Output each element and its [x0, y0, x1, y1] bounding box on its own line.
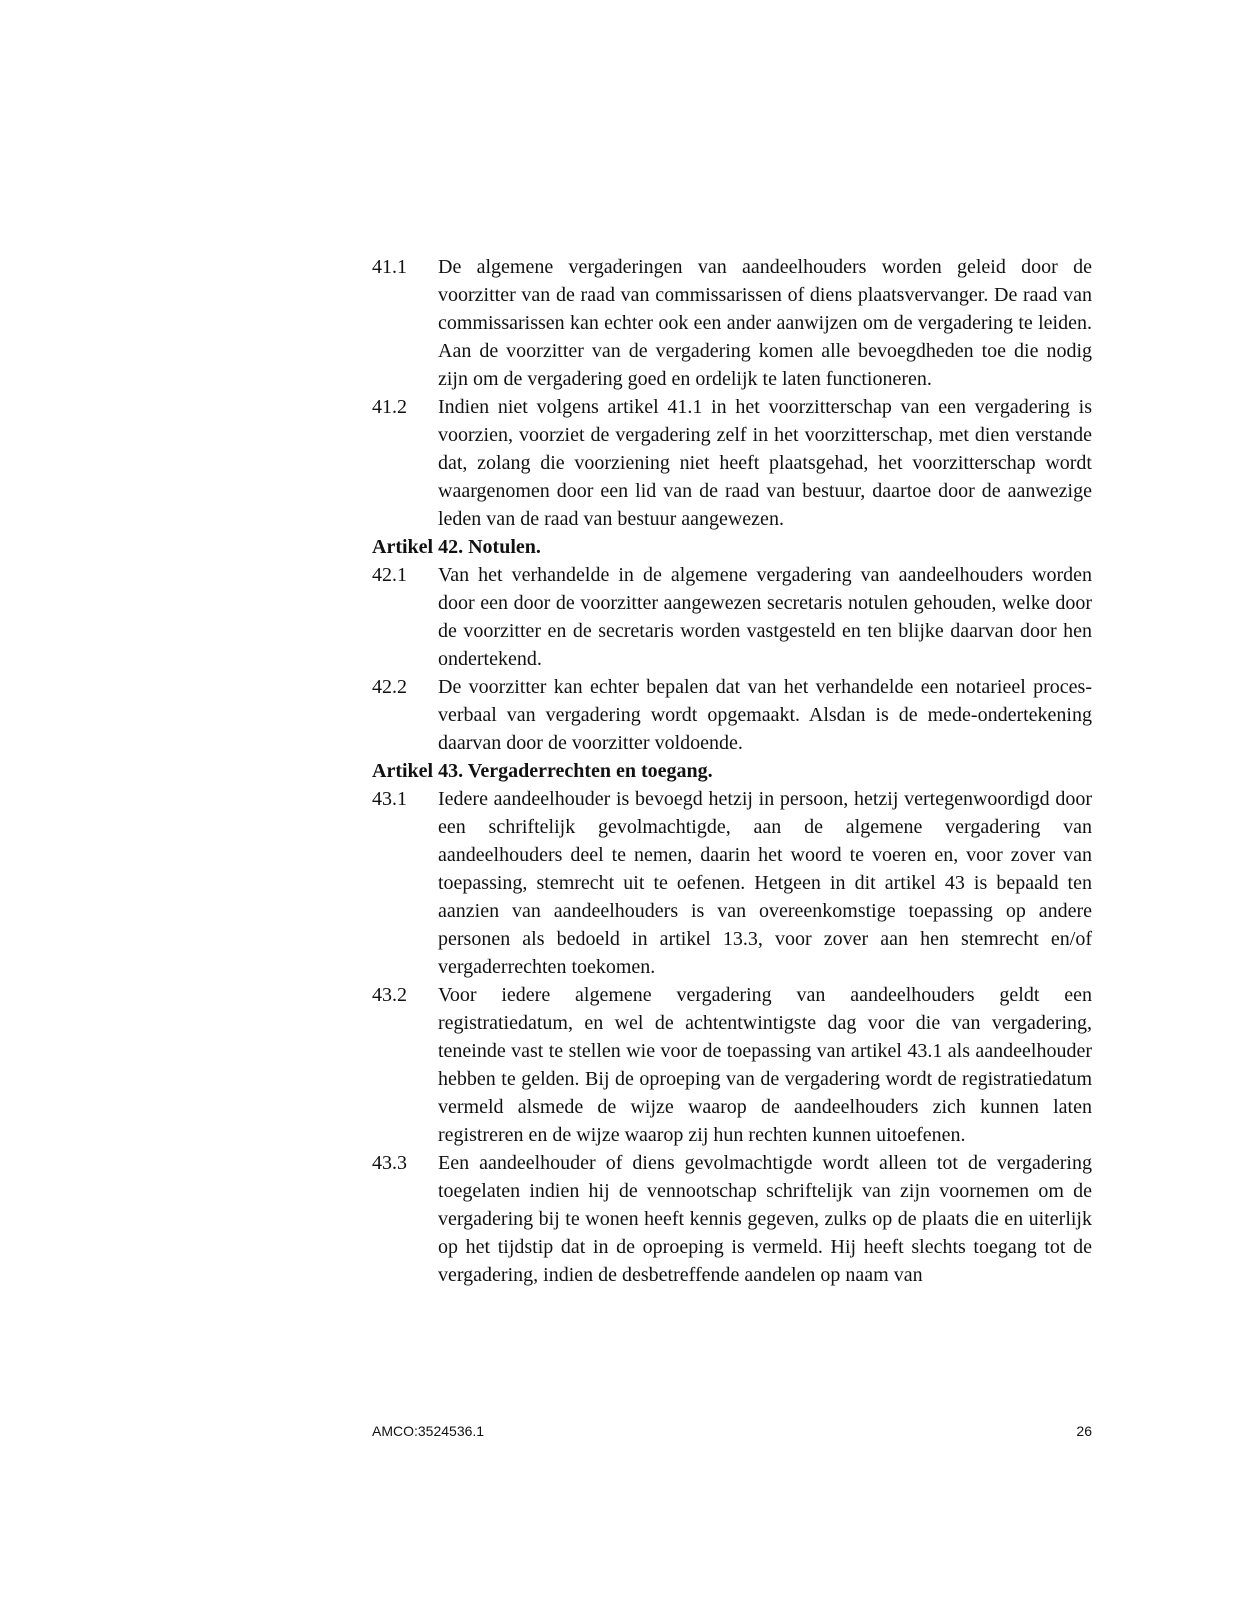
- clause-text: De voorzitter kan echter bepalen dat van het verhandelde een notarieel proces-verbaal van vergadering wordt opgemaakt. Alsdan is de mede-ondertekening daarvan door de voorzitter voldoende.: [438, 676, 1092, 754]
- clause-text: Indien niet volgens artikel 41.1 in het voorzitterschap van een vergadering is voorzien, voorziet de vergadering zelf in het voorzitterschap, met dien verstande dat, zolang die voorziening niet heeft plaatsgehad, het voorzitterschap wordt waargenomen door een lid van de raad van bestuur, daartoe door de aanwezige leden van de raad van bestuur aangewezen.: [438, 396, 1092, 530]
- clause-text: Van het verhandelde in de algemene vergadering van aandeelhouders worden door een door de voorzitter aangewezen secretaris notulen gehouden, welke door de voorzitter en de secretaris worden vastgesteld en ten blijke daarvan door hen ondertekend.: [438, 564, 1092, 670]
- clause-41-2: [372, 393, 1092, 533]
- clause-number: 43.3: [372, 1152, 407, 1174]
- page-number: 26: [1076, 1423, 1092, 1439]
- clause-43-1: [372, 785, 1092, 981]
- clause-41-1: [372, 253, 1092, 393]
- article-heading-42: Artikel 42. Notulen.: [372, 536, 541, 558]
- clause-42-1: [372, 561, 1092, 673]
- document-body: [372, 253, 1092, 1289]
- article-heading-43: Artikel 43. Vergaderrechten en toegang.: [372, 760, 713, 782]
- clause-42-2: [372, 673, 1092, 757]
- clause-43-2: [372, 981, 1092, 1149]
- clause-text: De algemene vergaderingen van aandeelhouders worden geleid door de voorzitter van de raad van commissarissen of diens plaatsvervanger. De raad van commissarissen kan echter ook een ander aanwijzen om de vergadering te leiden. Aan de voorzitter van de vergadering komen alle bevoegdheden toe die nodig zijn om de vergadering goed en ordelijk te laten functioneren.: [438, 256, 1092, 390]
- clause-number: 43.1: [372, 788, 407, 810]
- clause-text: Voor iedere algemene vergadering van aandeelhouders geldt een registratiedatum, en wel de achtentwintigste dag voor die van vergadering, teneinde vast te stellen wie voor de toepassing van artikel 43.1 als aandeelhouder hebben te gelden. Bij de oproeping van de vergadering wordt de registratiedatum vermeld alsmede de wijze waarop de aandeelhouders zich kunnen laten registreren en de wijze waarop zij hun rechten kunnen uitoefenen.: [438, 984, 1092, 1146]
- clause-number: 42.2: [372, 676, 407, 698]
- clause-text: Iedere aandeelhouder is bevoegd hetzij in persoon, hetzij vertegenwoordigd door een schriftelijk gevolmachtigde, aan de algemene vergadering van aandeelhouders deel te nemen, daarin het woord te voeren en, voor zover van toepassing, stemrecht uit te oefenen. Hetgeen in dit artikel 43 is bepaald ten aanzien van aandeelhouders is van overeenkomstige toepassing op andere personen als bedoeld in artikel 13.3, voor zover aan hen stemrecht en/of vergaderrechten toekomen.: [438, 788, 1092, 978]
- clause-text: Een aandeelhouder of diens gevolmachtigde wordt alleen tot de vergadering toegelaten indien hij de vennootschap schriftelijk van zijn voornemen om de vergadering bij te wonen heeft kennis gegeven, zulks op de plaats die en uiterlijk op het tijdstip dat in de oproeping is vermeld. Hij heeft slechts toegang tot de vergadering, indien de desbetreffende aandelen op naam van: [438, 1152, 1092, 1286]
- clause-number: 41.2: [372, 396, 407, 418]
- clause-number: 43.2: [372, 984, 407, 1006]
- clause-43-3: [372, 1149, 1092, 1289]
- page-footer: [372, 1421, 1092, 1441]
- clause-number: 41.1: [372, 256, 407, 278]
- document-id: AMCO:3524536.1: [372, 1423, 485, 1439]
- clause-number: 42.1: [372, 564, 407, 586]
